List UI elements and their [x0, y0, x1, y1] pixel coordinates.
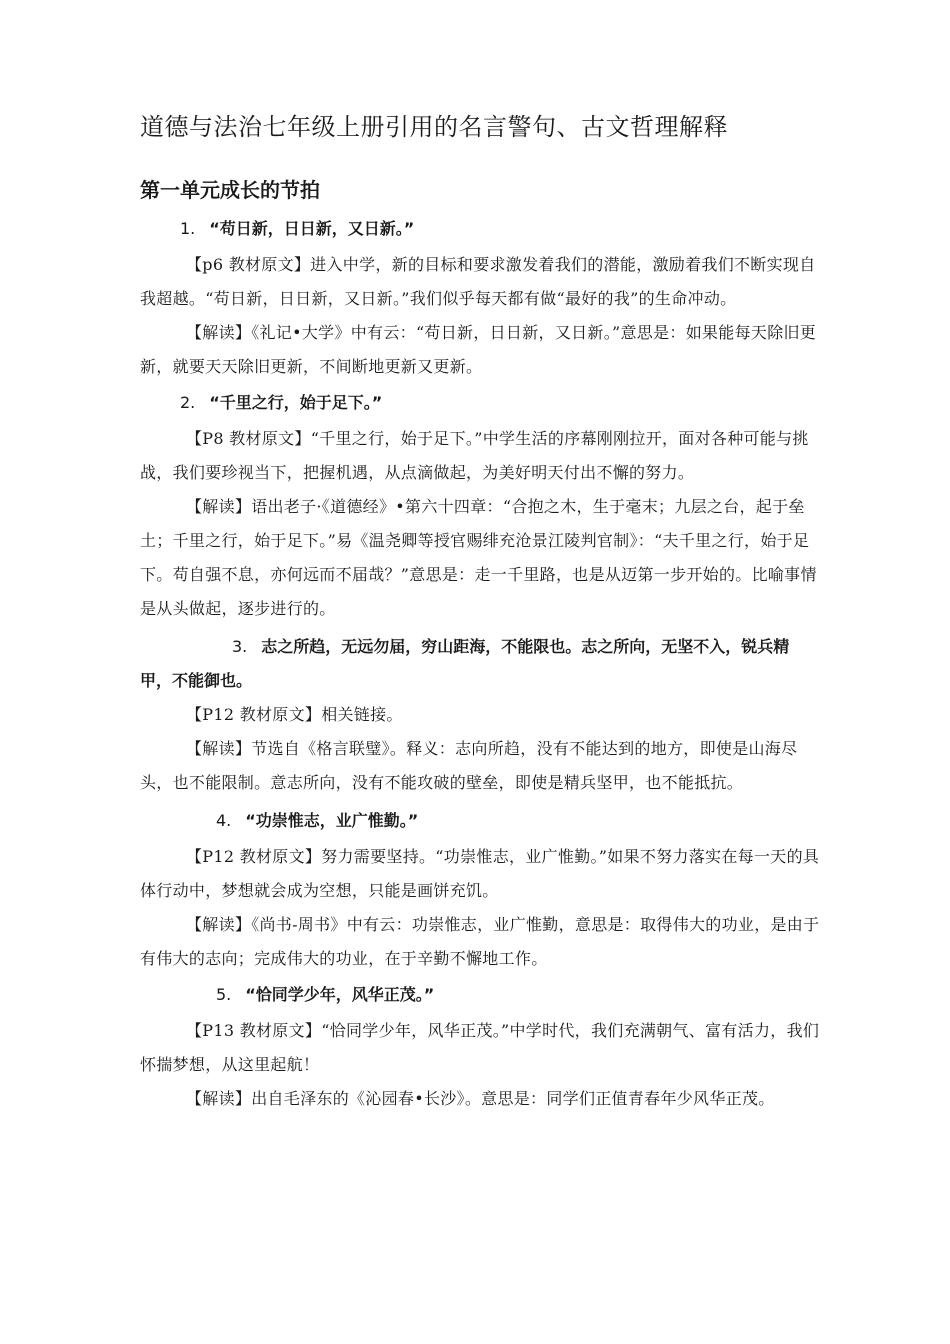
interpretation: 【解读】出自毛泽东的《沁园春•长沙》。意思是：同学们正值青春年少风华正茂。	[186, 1089, 775, 1108]
textbook-original: 【p6 教材原文】进入中学，新的目标和要求激发着我们的潜能，激励着我们不断实现自我超越。“苟日新，日日新，又日新。”我们似乎每天都有做“最好的我”的生命冲动。	[140, 255, 816, 308]
quote-item	[140, 390, 820, 626]
quote-item	[140, 630, 820, 800]
document-page	[140, 110, 820, 1116]
unit-title: 第一单元成长的节拍	[140, 178, 320, 202]
interpretation: 【解读】《尚书-周书》中有云：功崇惟志，业广惟勤，意思是：取得伟大的功业，是由于有伟大的志向；完成伟大的功业，在于辛勤不懈地工作。	[140, 915, 820, 968]
quote-heading	[140, 630, 820, 698]
textbook-original: 【P8 教材原文】“千里之行，始于足下。”中学生活的序幕刚刚拉开，面对各种可能与挑战，我们要珍视当下，把握机遇，从点滴做起，为美好明天付出不懈的努力。	[140, 429, 809, 482]
textbook-original: 【P12 教材原文】努力需要坚持。“功崇惟志，业广惟勤。”如果不努力落实在每一天的具体行动中，梦想就会成为空想，只能是画饼充饥。	[140, 847, 820, 900]
quote-heading	[140, 808, 820, 834]
interpretation: 【解读】语出老子·《道德经》•第六十四章：“合抱之木，生于毫末；九层之台，起于垒土；千里之行，始于足下。”易《温尧卿等授官赐绯充沧景江陵判官制》：“夫千里之行，始于足下。苟自强不息，亦何远而不届哉？”意思是：走一千里路，也是从迈第一步开始的。比喻事情是从头做起，逐步进行的。	[140, 497, 817, 618]
quote-item	[140, 216, 820, 384]
quote-number: 5.	[216, 985, 232, 1004]
quote-number: 2.	[180, 393, 196, 412]
textbook-original: 【P12 教材原文】相关链接。	[186, 705, 403, 724]
interpretation: 【解读】《礼记•大学》中有云：“苟日新，日日新，又日新。”意思是：如果能每天除旧更新，就要天天除旧更新，不间断地更新又更新。	[140, 323, 817, 376]
quote-number: 4.	[216, 811, 232, 830]
quote-text: “功崇惟志，业广惟勤。”	[245, 811, 419, 830]
document-title: 道德与法治七年级上册引用的名言警句、古文哲理解释	[140, 113, 728, 141]
quote-heading	[140, 390, 820, 416]
quote-number: 1.	[180, 219, 196, 238]
quote-text: “千里之行，始于足下。”	[209, 393, 383, 412]
quote-heading	[140, 216, 820, 242]
quote-number: 3.	[232, 637, 248, 656]
interpretation: 【解读】节选自《格言联璧》。释义：志向所趋，没有不能达到的地方，即使是山海尽头，也不能限制。意志所向，没有不能攻破的壁垒，即使是精兵坚甲，也不能抵抗。	[140, 739, 798, 792]
quote-item	[140, 808, 820, 976]
quote-text: “恰同学少年，风华正茂。”	[245, 985, 435, 1004]
quote-text: “苟日新，日日新，又日新。”	[209, 219, 415, 238]
quote-text: 志之所趋，无远勿届，穷山距海，不能限也。志之所向，无坚不入，锐兵精甲，不能御也。	[140, 637, 790, 690]
quote-item	[140, 982, 820, 1116]
textbook-original: 【P13 教材原文】“恰同学少年，风华正茂。”中学时代，我们充满朝气、富有活力，我们怀揣梦想，从这里起航！	[140, 1021, 820, 1074]
quote-heading	[140, 982, 820, 1008]
